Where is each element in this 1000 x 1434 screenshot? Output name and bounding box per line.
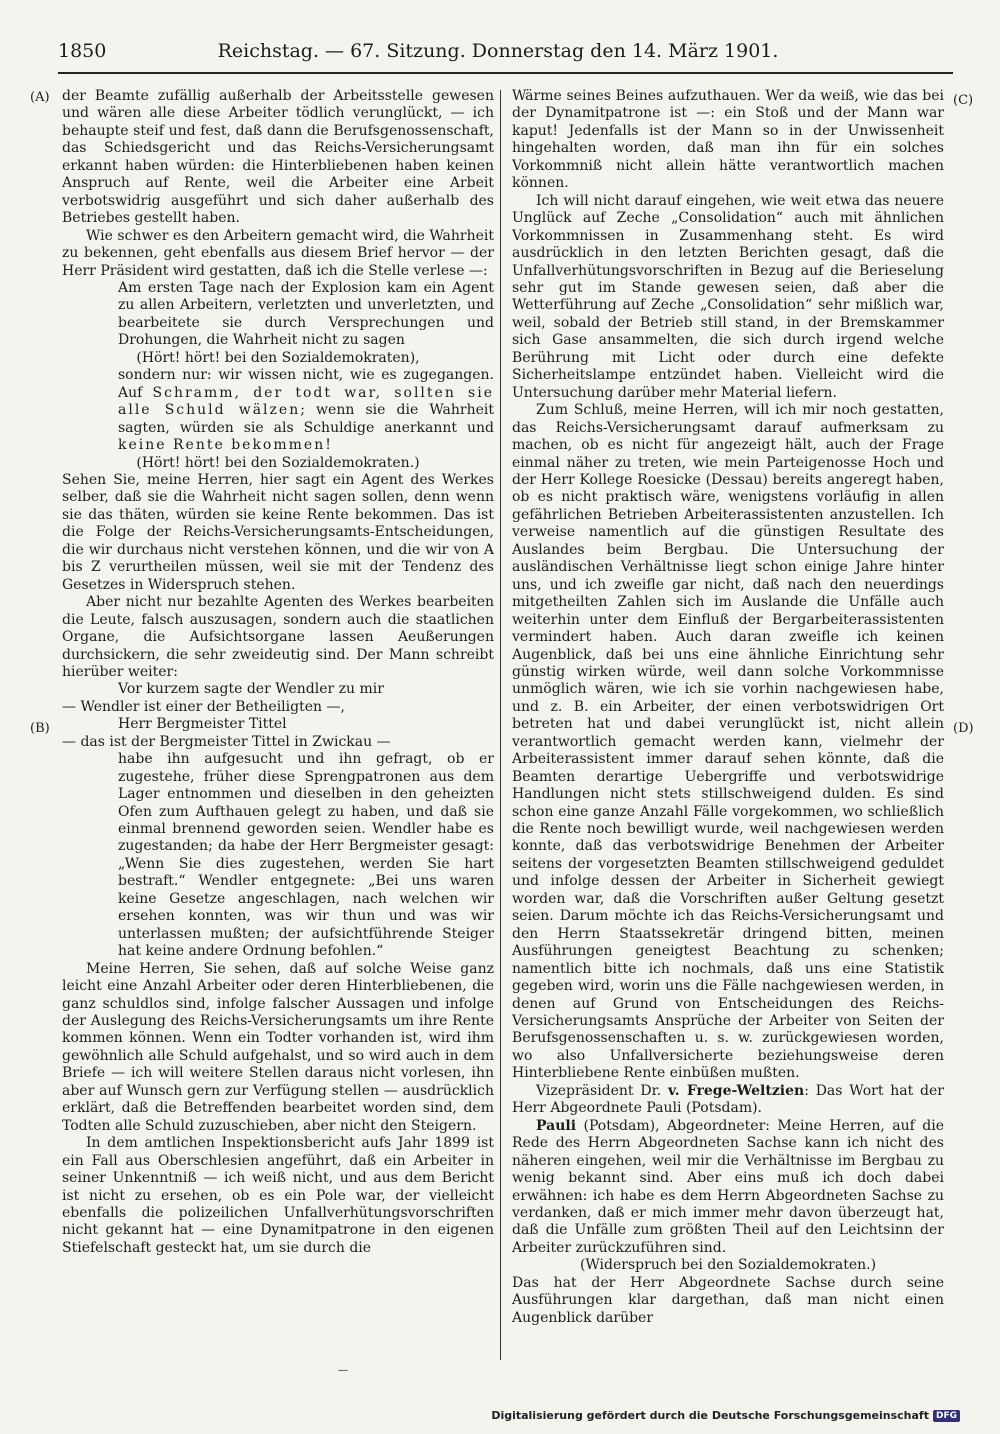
footer-text: Digitalisierung gefördert durch die Deutsche Forschungsgemeinschaft — [491, 1409, 929, 1422]
header-rule — [58, 72, 953, 74]
interjection: (Hört! hört! bei den Sozialdemokraten), — [136, 349, 420, 366]
emphasis: Schramm, der todt war, sollten sie alle Schuld wälzen — [118, 384, 494, 419]
paragraph: Wie schwer es den Arbeitern gemacht wird, die Wahrheit zu bekennen, geht ebenfalls aus diesem Brief hervor — der Herr Präsident wird gestatten, daß ich die Stelle verlese —: — [62, 227, 494, 279]
speaker-name: v. Frege-Weltzien — [668, 1082, 805, 1099]
right-column — [512, 88, 944, 1360]
paragraph: Das hat der Herr Abgeordnete Sachse durch seine Ausführungen klar dargethan, daß man nicht einen Augenblick darüber — [512, 1274, 944, 1326]
margin-marker-b: (B) — [30, 721, 50, 736]
speaker-name: Pauli — [536, 1117, 577, 1134]
speaker-paragraph: Pauli (Potsdam), Abgeordneter: Meine Herren, auf die Rede des Herrn Abgeordneten Sachse kann ich nicht des näheren eingehen, weil mir die Verhältnisse im Bergbau zu wenig bekannt sind. Aber eins muß ich doch dabei erwähnen: ich habe es dem Herrn Abgeordneten Sachse zu verdanken, daß er mich immer mehr davon überzeugt hat, daß die Unfälle zum größten Theil auf den Leichtsinn der Arbeiter zurückzuführen sind. — [512, 1117, 944, 1256]
quoted-line: — das ist der Bergmeister Tittel in Zwickau — — [62, 733, 391, 750]
quoted-line: — Wendler ist einer der Betheiligten —, — [62, 698, 345, 715]
paragraph: Meine Herren, Sie sehen, daß auf solche Weise ganz leicht eine Anzahl Arbeiter oder deren Hinterbliebenen, die ganz schuldlos sind, infolge falscher Aussagen und infolge der Auslegung des Reichs-Versicherungsamts um ihre Rente kommen können. Wenn ein Todter vorhanden ist, wird ihm gewöhnlich alle Schuld aufgehalst, und so wird auch in dem Briefe — ich will weitere Stellen daraus nicht vorlesen, ihn aber auf Wunsch gern zur Verfügung stellen — ausdrücklich erklärt, daß die Betreffenden bearbeitet worden sind, dem Todten alle Schuld zuzuschieben, aber nicht den Steigern. — [62, 960, 494, 1134]
margin-marker-d: (D) — [953, 721, 974, 736]
page-header — [58, 40, 938, 68]
interjection: (Hört! hört! bei den Sozialdemokraten.) — [136, 454, 420, 471]
dfg-logo: DFG — [933, 1410, 960, 1422]
margin-marker-a: (A) — [30, 90, 50, 105]
running-title: Reichstag. — 67. Sitzung. Donnerstag den 14. März 1901. — [217, 40, 779, 62]
quoted-letter: Am ersten Tage nach der Explosion kam ein Agent zu allen Arbeitern, verletzten und unverletzten, und bearbeitete sie durch Versprechungen und Drohungen, die Wahrheit nicht zu sagen — [118, 279, 494, 349]
paragraph: Zum Schluß, meine Herren, will ich mir noch gestatten, das Reichs-Versicherungsamt darauf aufmerksam zu machen, ob es nicht für angezeigt hält, auch der Frage einmal näher zu treten, wie mein Parteigenosse Hoch und der Herr Kollege Roesicke (Dessau) bereits angeregt haben, ob es nicht praktisch wäre, wenigstens vorläufig in allen gefährlichen Betrieben Arbeiterassistenten anzustellen. Ich verweise namentlich auf die günstigen Resultate des Auslandes beim Bergbau. Die Untersuchung der ausländischen Verhältnisse liegt schon einige Jahre hinter uns, und ich zweifle gar nicht, daß nach den neuerdings mitgetheilten Zahlen sich im Auslande die Unfälle auch weiterhin unter dem Einfluß der Bergarbeiterassistenten vermindert haben. Auch daran zweifle ich keinen Augenblick, daß bei uns eine ähnliche Einrichtung sehr günstig wirken würde, weil dann solche Vorkommnisse unmöglich wären, wie ich sie vorhin nachgewiesen habe, und z. B. ein Arbeiter, der einen verbotswidrigen Ort betreten hat und dabei verunglückt ist, nicht allein verantwortlich gemacht werden kann, vielmehr der Arbeiterassistent immer darauf sehen könnte, daß die Beamten derartige Uebergriffe und verbotswidrige Handlungen nicht stets stillschweigend dulden. Es sind schon eine ganze Anzahl Fälle vorgekommen, wo schließlich die Rente noch bewilligt wurde, weil nachgewiesen werden konnte, daß das verbotswidrige Benehmen der Arbeiter seitens der vorgesetzten Beamten stillschweigend geduldet und infolge dessen der Arbeiter in Sicherheit gewiegt worden war, daß die Vorschriften außer Geltung gesetzt seien. Darum möchte ich das Reichs-Versicherungsamt und den Herrn Staatssekretär dringend bitten, meinen Ausführungen geneigtest Beachtung zu schenken; namentlich bitte ich nochmals, daß uns eine Statistik gegeben wird, worin uns die Fälle nachgewiesen werden, in denen auf Grund von Entscheidungen des Reichs-Versicherungsamts Ansprüche der Arbeiter von Seiten der Berufsgenossenschaften u. s. w. zurückgewiesen worden, wo also Unfallversicherte beziehungsweise deren Hinterbliebene Rente einbüßen mußten. — [512, 402, 944, 1082]
left-column — [62, 88, 494, 1360]
paragraph: Sehen Sie, meine Herren, hier sagt ein Agent des Werkes selber, daß sie die Wahrheit nicht sagen sollen, denn wenn sie das thäten, würden sie keine Rente bekommen. Das ist die Folge der Reichs-Versicherungsamts-Entscheidungen, die wir durchaus nicht verstehen können, und die wir von A bis Z verurtheilen müssen, weil sie mit der Tendenz des Gesetzes in Widerspruch stehen. — [62, 471, 494, 593]
paragraph: Ich will nicht darauf eingehen, wie weit etwa das neuere Unglück auf Zeche „Consolidation“ auch mit ähnlichen Vorkommnissen in Zusammenhang steht. Es wird ausdrücklich in den letzten Berichten gesagt, daß die Unfallverhütungsvorschriften in Bezug auf die Berieselung sehr gut im Stande gewesen seien, daß aber die Wetterführung auf Zeche „Consolidation“ sehr mißlich war, weil, sobald der Betrieb still stand, in der Bremskammer sich Gase ansammelten, die sich durch irgend welche Berührung mit Licht oder durch eine defekte Sicherheitslampe entzündet haben. Vielleicht wird die Untersuchung darüber mehr Material liefern. — [512, 192, 944, 401]
margin-marker-c: (C) — [953, 93, 974, 108]
paragraph: Aber nicht nur bezahlte Agenten des Werkes bearbeiten die Leute, falsch auszusagen, sondern auch die staatlichen Organe, die Aufsichtsorgane lassen Aeußerungen durchsickern, die sehr zweideutig sind. Der Mann schreibt hierüber weiter: — [62, 594, 494, 680]
column-divider — [500, 90, 501, 1360]
quoted-letter: habe ihn aufgesucht und ihn gefragt, ob er zugestehe, früher diese Sprengpatronen aus dem Lager entnommen und dieselben in den geheizten Ofen zum Aufthauen gelegt zu haben, und daß sie einmal brennend geworden seien. Wendler habe es zugestanden; da habe der Herr Bergmeister gesagt: „Wenn Sie dies zugestehen, werden Sie hart bestraft.“ Wendler entgegnete: „Bei uns waren keine Gesetze angeschlagen, nach welchen wir ersehen konnten, was wir thun und was wir unterlassen mußten; der aufsichtführende Steiger hat keine andere Ordnung befohlen.“ — [118, 751, 494, 960]
quoted-letter: sondern nur: wir wissen nicht, wie es zugegangen. Auf Schramm, der todt war, sollten sie alle Schuld wälzen; wenn sie die Wahrheit sagten, würden sie als Schuldige anerkannt und keine Rente bekommen! — [118, 367, 494, 454]
paragraph: der Beamte zufällig außerhalb der Arbeitsstelle gewesen und wären alle diese Arbeiter tödlich verunglückt, — ich behaupte steif und fest, daß dann die Berufsgenossenschaft, das Schiedsgericht und das Reichs-Versicherungsamt erkannt haben würden: die Hinterbliebenen haben keinen Anspruch auf Rente, weil die Arbeiter eine Arbeit verbotswidrig ausgeführt und sich daher außerhalb des Betriebes gestellt haben. — [62, 88, 494, 227]
quoted-line: Vor kurzem sagte der Wendler zu mir — [118, 681, 384, 698]
page-number: 1850 — [58, 40, 107, 62]
speaker-paragraph: Vizepräsident Dr. v. Frege-Weltzien: Das Wort hat der Herr Abgeordnete Pauli (Potsdam). — [512, 1082, 944, 1117]
digitization-footer — [491, 1409, 960, 1422]
quoted-line: Herr Bergmeister Tittel — [118, 716, 287, 733]
paragraph: In dem amtlichen Inspektionsbericht aufs Jahr 1899 ist ein Fall aus Oberschlesien angeführt, daß ein Arbeiter in seiner Unkenntniß — ich weiß nicht, und aus dem Bericht ist nicht zu ersehen, ob es ein Pole war, der vielleicht ebenfalls die polizeilichen Unfallverhütungsvorschriften nicht gekannt hat — eine Dynamitpatrone in den eigenen Stiefelschaft gesteckt hat, um sie durch die — [62, 1135, 494, 1256]
interjection: (Widerspruch bei den Sozialdemokraten.) — [579, 1257, 877, 1274]
bottom-mark: — — [338, 1365, 348, 1376]
paragraph: Wärme seines Beines aufzuthauen. Wer da weiß, wie das bei der Dynamitpatrone ist —: ein Stoß und der Mann war kaput! Jedenfalls ist der Mann so in der Unwissenheit hingehalten worden, daß man ihn für ein solches Vorkommniß nicht allein hätte verantwortlich machen können. — [512, 88, 944, 192]
emphasis: keine Rente bekommen — [118, 437, 326, 454]
